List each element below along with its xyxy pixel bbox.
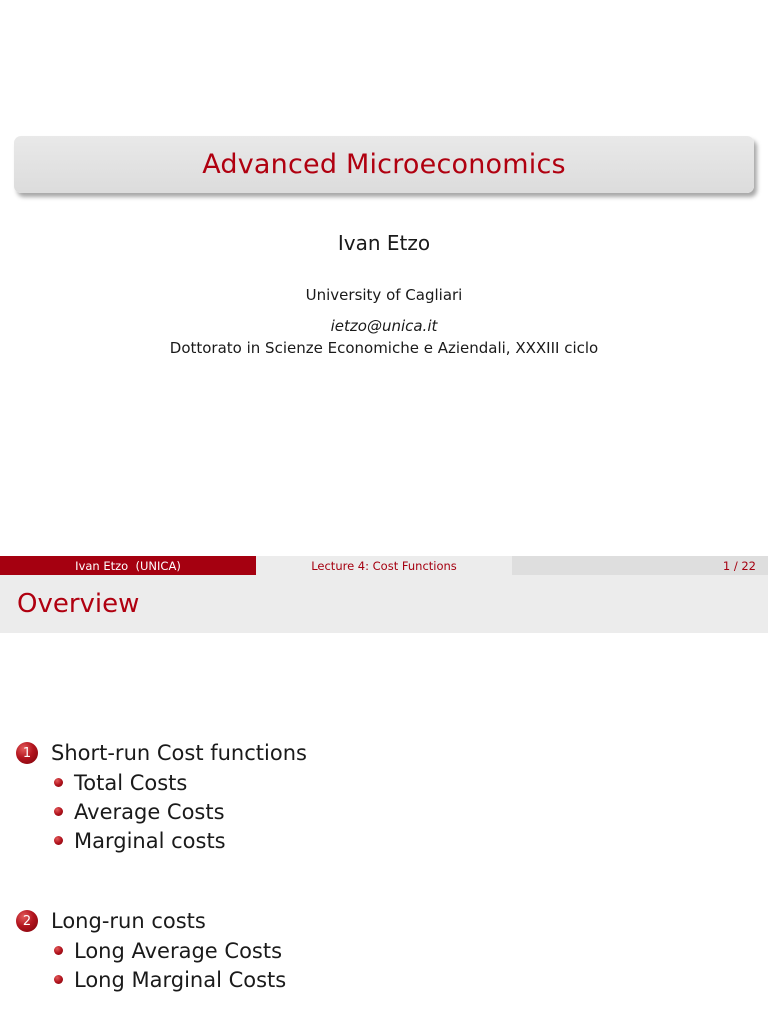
list-item-label: Average Costs (74, 799, 225, 824)
presentation-title: Advanced Microeconomics (202, 149, 566, 180)
bullet-icon (54, 778, 63, 787)
list-item (54, 797, 307, 826)
program-name: Dottorato in Scienze Economiche e Aziendali, XXXIII ciclo (169, 339, 599, 357)
footer-page (512, 556, 768, 575)
author-email: ietzo@unica.it (330, 317, 438, 335)
list-item (54, 936, 286, 965)
section-2 (16, 906, 286, 994)
frame-title: Overview (17, 589, 140, 619)
slide-footer (0, 556, 768, 575)
list-item (54, 768, 307, 797)
list-item-label: Long Average Costs (74, 938, 283, 963)
section-label: Long-run costs (51, 909, 206, 933)
bullet-icon (54, 946, 63, 955)
section-number-badge: 1 (16, 742, 38, 764)
section-number-badge: 2 (16, 910, 38, 932)
bullet-icon (54, 836, 63, 845)
footer-page-number: 1 / 22 (722, 558, 756, 573)
frame-title-bar (0, 575, 768, 633)
list-item (54, 965, 286, 994)
section-heading (16, 906, 286, 936)
section-label: Short-run Cost functions (51, 741, 307, 765)
title-box (14, 136, 754, 193)
list-item-label: Long Marginal Costs (74, 967, 287, 992)
section-1 (16, 738, 307, 855)
author-name: Ivan Etzo (337, 231, 431, 255)
list-item-label: Marginal costs (74, 828, 226, 853)
list-item (54, 826, 307, 855)
section-heading (16, 738, 307, 768)
footer-lecture (256, 556, 512, 575)
footer-author (0, 556, 256, 575)
sub-list (54, 768, 307, 855)
list-item-label: Total Costs (74, 770, 188, 795)
bullet-icon (54, 807, 63, 816)
sub-list (54, 936, 286, 994)
bullet-icon (54, 975, 63, 984)
footer-lecture-text: Lecture 4: Cost Functions (311, 558, 457, 573)
footer-author-text: Ivan Etzo (UNICA) (75, 558, 181, 573)
institute-name: University of Cagliari (305, 286, 463, 304)
